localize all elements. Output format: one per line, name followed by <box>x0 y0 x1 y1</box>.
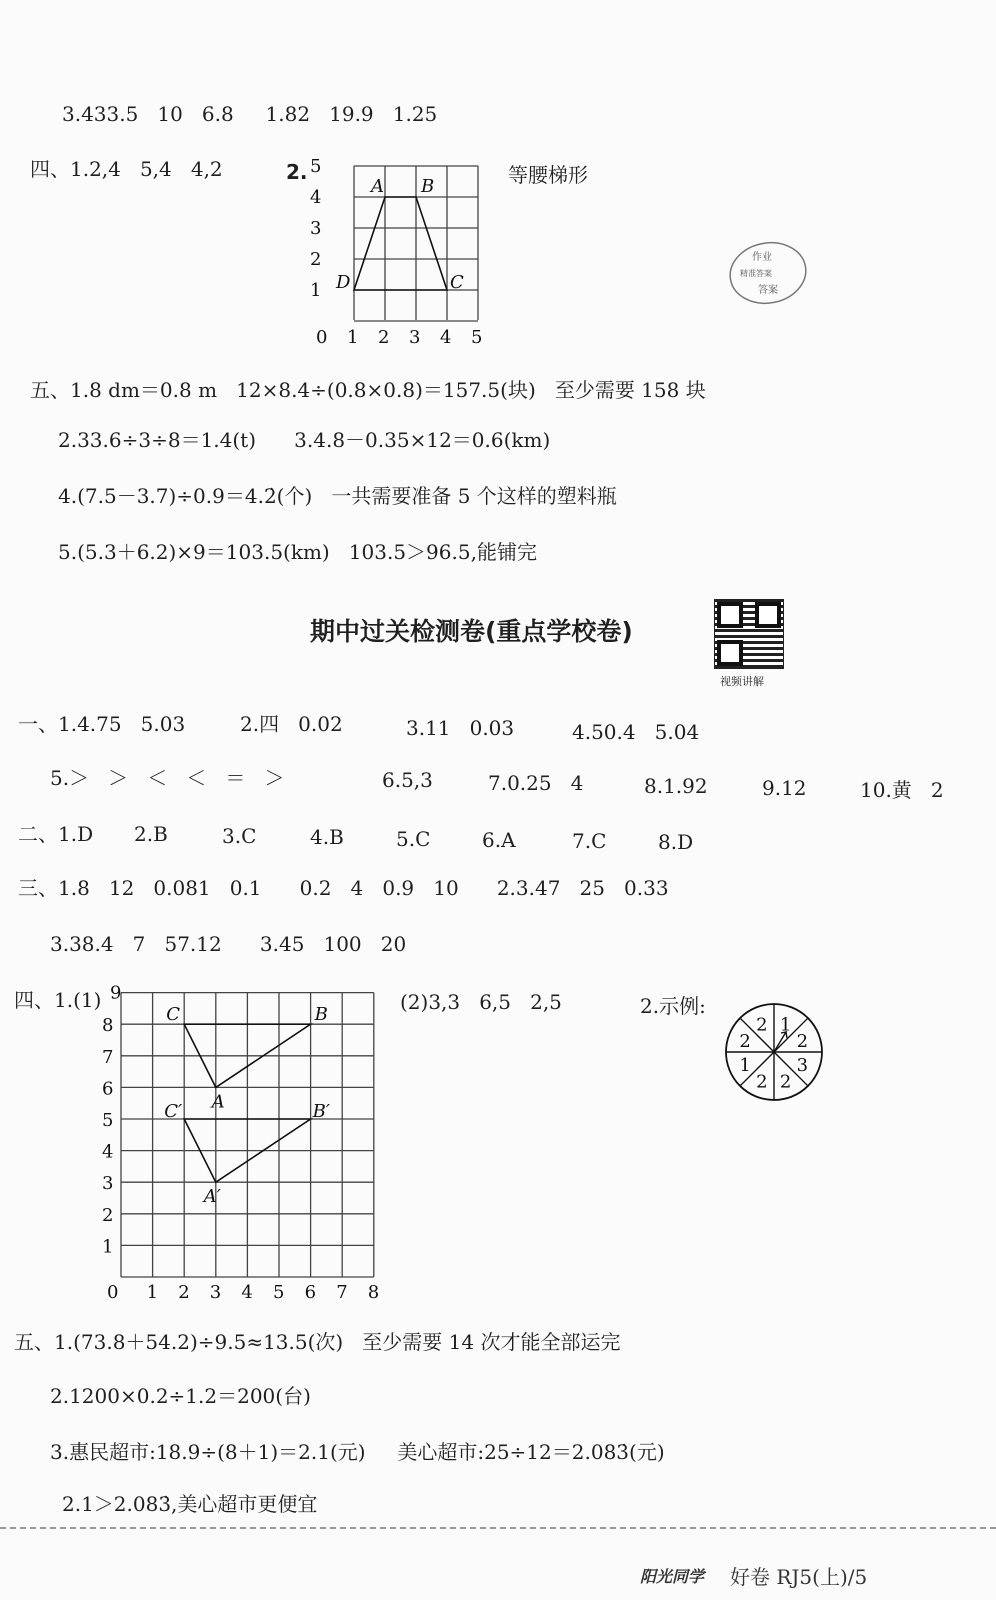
x-tick-label: 4 <box>440 327 452 348</box>
qr-caption: 视频讲解 <box>720 675 764 688</box>
p2-q8: 8.D <box>658 830 694 854</box>
point-label: C′ <box>164 1101 183 1122</box>
p1-q10: 10.黄 2 <box>860 778 944 802</box>
p5-q1: 五、1.(73.8＋54.2)÷9.5≈13.5(次) 至少需要 14 次才能全部运完 <box>14 1330 621 1354</box>
p1-q1: 一、1.4.75 5.03 <box>18 712 186 736</box>
p1-q4: 4.50.4 5.04 <box>572 720 700 744</box>
answer-s4-q1: 四、1.2,4 5,4 4,2 <box>30 157 223 181</box>
p5-q2: 2.1200×0.2÷1.2＝200(台) <box>50 1384 311 1408</box>
p4-label: 四、1.(1) <box>14 988 102 1012</box>
p1-q8: 8.1.92 <box>644 774 708 798</box>
p1-q3: 3.11 0.03 <box>406 716 515 740</box>
x-tick-label: 5 <box>273 1282 285 1303</box>
p1-q5: 5.＞ ＞ ＜ ＜ ＝ ＞ <box>50 766 285 790</box>
y-tick-label: 3 <box>310 218 322 239</box>
svg-text:作业: 作业 <box>752 252 772 263</box>
x-tick-label: 0 <box>107 1282 119 1303</box>
y-tick-label: 1 <box>102 1236 114 1258</box>
p1-q6: 6.5,3 <box>382 768 433 792</box>
y-tick-label: 5 <box>102 1110 114 1131</box>
wheel-segment-label: 1 <box>739 1054 751 1076</box>
p2-q6: 6.A <box>482 828 516 852</box>
x-tick-label: 2 <box>178 1282 190 1303</box>
wheel-segment-label: 2 <box>739 1031 751 1053</box>
wheel-segment-label: 2 <box>779 1071 792 1093</box>
answer-s5-q5: 5.(5.3＋6.2)×9＝103.5(km) 103.5＞96.5,能铺完 <box>58 540 537 564</box>
y-tick-label: 4 <box>310 187 322 208</box>
point-label: C <box>166 1004 180 1026</box>
p1-q2: 2.四 0.02 <box>240 712 343 736</box>
answer-s3-line: 3.433.5 10 6.8 1.82 19.9 1.25 <box>62 102 438 126</box>
p2-q2: 2.B <box>134 822 168 846</box>
wheel-segment-label: 2 <box>756 1014 768 1036</box>
x-tick-label: 7 <box>336 1282 348 1303</box>
x-tick-label: 4 <box>241 1282 253 1303</box>
x-tick-label: 5 <box>471 327 483 348</box>
x-tick-label: 6 <box>304 1282 317 1303</box>
p2-q3: 3.C <box>222 824 257 848</box>
x-tick-label: 2 <box>378 327 390 348</box>
y-tick-label: 1 <box>310 280 322 301</box>
point-label: A′ <box>203 1186 221 1208</box>
p2-q4: 4.B <box>310 825 344 849</box>
answer-s5-q2: 2.33.6÷3÷8＝1.4(t) 3.4.8－0.35×12＝0.6(km) <box>58 428 551 452</box>
x-tick-label: 3 <box>209 1282 222 1303</box>
y-tick-label: 8 <box>102 1015 114 1037</box>
p1-q7: 7.0.25 4 <box>488 771 584 795</box>
p5-q3b: 2.1＞2.083̇,美心超市更便宜 <box>62 1492 318 1516</box>
p1-q9: 9.12 <box>762 776 807 800</box>
p4-q2-label: 2.示例: <box>640 994 706 1018</box>
x-tick-label: 8 <box>367 1282 380 1303</box>
y-tick-label: 2 <box>310 249 322 270</box>
p3-line2: 3.38.4 7 57.12 3.45 100 20 <box>50 932 407 956</box>
wheel-segment-label: 2 <box>756 1071 768 1093</box>
answer-s5-q4: 4.(7.5－3.7)÷0.9＝4.2̇(个) 一共需要准备 5 个这样的塑料瓶 <box>58 484 617 508</box>
p2-q7: 7.C <box>572 829 607 853</box>
x-tick-label: 1 <box>347 327 359 348</box>
answer-s4-q2-text: 等腰梯形 <box>508 163 588 187</box>
point-label-C: C <box>450 272 464 293</box>
y-tick-label: 2 <box>102 1204 114 1226</box>
wheel-segment-label: 3 <box>796 1054 809 1076</box>
point-label-A: A <box>371 176 384 197</box>
y-tick-label: 5 <box>310 156 322 177</box>
footer-divider <box>0 1527 996 1529</box>
wheel-segment-label: 2 <box>796 1031 809 1053</box>
p5-q3a: 3.惠民超市:18.9÷(8＋1)＝2.1(元) 美心超市:25÷12＝2.083̇(元) <box>50 1440 665 1464</box>
section-title: 期中过关检测卷(重点学校卷) <box>310 617 633 646</box>
p2-q1: 二、1.D <box>18 822 94 846</box>
answer-s4-q2-num: 2. <box>286 160 308 184</box>
p2-q5: 5.C <box>396 827 431 851</box>
point-label-D: D <box>336 272 351 293</box>
footer-brand: 阳光同学 <box>640 1567 705 1586</box>
point-label-B: B <box>421 176 435 197</box>
spinner-wheel <box>720 1000 830 1100</box>
p3-line1: 三、1.8 12 0.081 0.1 0.2 4 0.9 10 2.3.47 25 0.33 <box>18 876 669 900</box>
y-tick-label: 6 <box>102 1078 114 1100</box>
answer-s5-q1: 五、1.8 dm＝0.8 m 12×8.4÷(0.8×0.8)＝157.5(块) 至少需要 158 块 <box>30 378 706 402</box>
point-label: A <box>211 1091 225 1113</box>
x-tick-label: 0 <box>316 327 328 348</box>
point-label: B <box>314 1004 328 1026</box>
footer-text: 好卷 RJ5(上)/5 <box>730 1565 868 1589</box>
y-tick-label: 9 <box>110 982 122 1004</box>
y-tick-label: 7 <box>102 1046 114 1068</box>
p4-part2: (2)3,3 6,5 2,5 <box>400 990 562 1014</box>
point-label: B′ <box>312 1101 330 1122</box>
svg-text:答案: 答案 <box>758 285 778 296</box>
x-tick-label: 1 <box>146 1282 159 1303</box>
svg-text:精准答案: 精准答案 <box>740 269 772 278</box>
y-tick-label: 4 <box>102 1141 114 1163</box>
wheel-segment-label: 1 <box>779 1014 792 1036</box>
x-tick-label: 3 <box>409 327 421 348</box>
y-tick-label: 3 <box>102 1173 114 1195</box>
